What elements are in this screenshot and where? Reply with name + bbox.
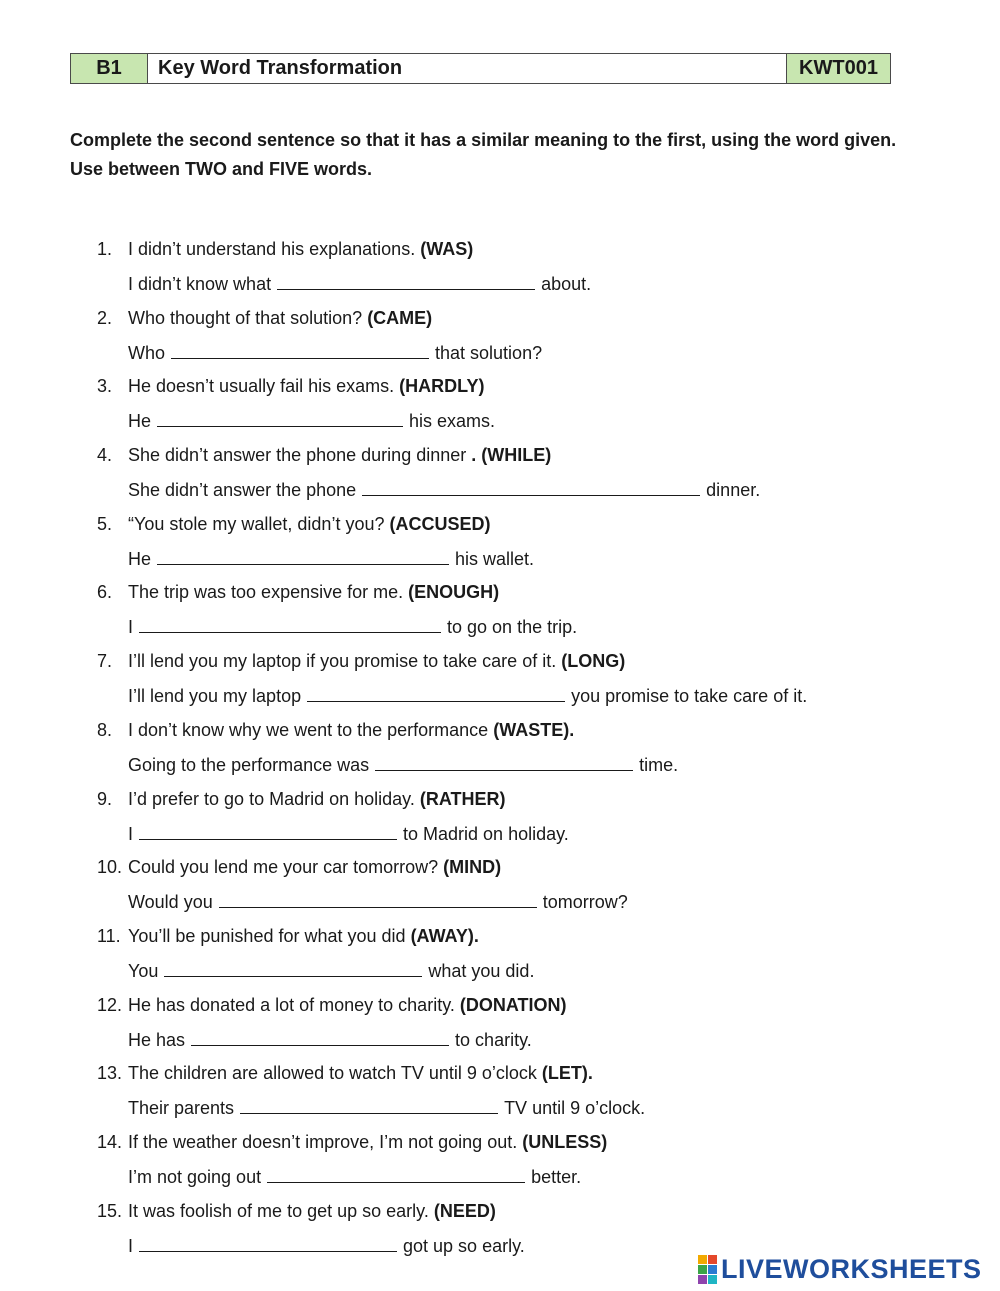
question-number: 14. <box>97 1131 123 1152</box>
answer-after: TV until 9 o’clock. <box>504 1098 646 1119</box>
worksheet-header <box>70 53 891 84</box>
question-item <box>0 786 1000 855</box>
question-list <box>0 236 1000 1266</box>
question-prompt <box>128 789 506 810</box>
answer-after: to go on the trip. <box>447 617 578 638</box>
answer-blank[interactable] <box>157 548 449 565</box>
key-word: (ENOUGH) <box>408 582 500 603</box>
answer-after: that solution? <box>435 342 543 363</box>
answer-line <box>128 754 678 776</box>
key-word: (ACCUSED) <box>389 513 491 534</box>
answer-line <box>128 1166 581 1188</box>
title-cell: Key Word Transformation <box>148 54 787 83</box>
answer-before: Their parents <box>128 1098 235 1119</box>
answer-after: better. <box>531 1166 582 1187</box>
question-item <box>0 648 1000 717</box>
answer-after: tomorrow? <box>542 892 628 913</box>
key-word: (MIND) <box>443 857 502 878</box>
answer-before: I <box>128 617 134 638</box>
question-number: 6. <box>97 582 113 603</box>
answer-before: You <box>128 960 159 981</box>
question-number: 10. <box>97 857 123 878</box>
question-prompt <box>128 995 567 1016</box>
answer-blank[interactable] <box>139 616 441 633</box>
question-item <box>0 373 1000 442</box>
question-prompt <box>128 582 499 603</box>
answer-blank[interactable] <box>375 754 633 771</box>
answer-after: about. <box>541 274 592 294</box>
answer-after: time. <box>639 754 679 775</box>
answer-blank[interactable] <box>139 1235 397 1252</box>
answer-before: I <box>128 823 134 844</box>
answer-line <box>128 479 760 501</box>
answer-after: dinner. <box>706 480 761 501</box>
answer-line <box>128 1029 532 1051</box>
prompt-text: I don’t know why we went to the performance <box>128 719 489 740</box>
question-item <box>0 579 1000 648</box>
question-prompt <box>128 926 479 947</box>
question-item <box>0 923 1000 992</box>
prompt-text: I’ll lend you my laptop if you promise to take care of it. <box>128 651 557 672</box>
question-number: 2. <box>97 307 113 328</box>
answer-blank[interactable] <box>171 342 429 359</box>
key-word: (WASTE). <box>493 719 575 740</box>
prompt-text: Could you lend me your car tomorrow? <box>128 857 439 878</box>
answer-before: He <box>128 411 152 432</box>
key-word: (HARDLY) <box>399 376 485 397</box>
prompt-text: She didn’t answer the phone during dinner <box>128 445 467 466</box>
prompt-text: He doesn’t usually fail his exams. <box>128 376 395 397</box>
question-prompt <box>128 1201 496 1222</box>
answer-after: you promise to take care of it. <box>571 686 808 707</box>
question-item <box>0 717 1000 786</box>
answer-line <box>128 960 534 982</box>
question-item <box>0 1129 1000 1198</box>
key-word: (NEED) <box>433 1200 496 1221</box>
key-word: (WAS) <box>420 239 474 259</box>
answer-blank[interactable] <box>191 1029 449 1046</box>
prompt-text: The trip was too expensive for me. <box>128 582 404 603</box>
question-number: 4. <box>97 445 113 466</box>
answer-blank[interactable] <box>157 410 403 427</box>
question-prompt <box>128 651 625 672</box>
answer-line <box>128 548 534 570</box>
question-number: 7. <box>97 651 113 672</box>
answer-blank[interactable] <box>139 823 397 840</box>
question-prompt <box>128 308 432 329</box>
answer-line <box>128 685 807 707</box>
answer-line <box>128 342 542 364</box>
key-word: (UNLESS) <box>522 1131 608 1152</box>
answer-line <box>128 823 569 845</box>
answer-blank[interactable] <box>307 685 565 702</box>
question-number: 3. <box>97 376 113 397</box>
prompt-text: I’d prefer to go to Madrid on holiday. <box>128 788 415 809</box>
answer-before: I’ll lend you my laptop <box>128 686 302 707</box>
answer-blank[interactable] <box>267 1166 525 1183</box>
answer-before: Would you <box>128 892 213 913</box>
prompt-text: “You stole my wallet, didn’t you? <box>128 513 385 534</box>
answer-line <box>128 273 591 295</box>
key-word: (LONG) <box>561 651 626 672</box>
answer-before: She didn’t answer the phone <box>128 480 357 501</box>
answer-before: I didn’t know what <box>128 274 272 294</box>
answer-line <box>128 1235 525 1257</box>
question-prompt <box>128 376 484 397</box>
question-item <box>0 305 1000 374</box>
answer-after: to Madrid on holiday. <box>403 823 569 844</box>
liveworksheets-logo <box>698 1254 982 1285</box>
question-prompt <box>128 445 551 466</box>
answer-line <box>128 410 495 432</box>
key-word: (AWAY). <box>410 925 479 946</box>
answer-blank[interactable] <box>219 891 537 908</box>
key-word: . (WHILE) <box>471 445 552 466</box>
question-prompt <box>128 857 501 878</box>
question-number: 8. <box>97 719 113 740</box>
prompt-text: It was foolish of me to get up so early. <box>128 1200 429 1221</box>
key-word: (LET). <box>541 1063 593 1084</box>
prompt-text: He has donated a lot of money to charity. <box>128 994 455 1015</box>
question-item <box>0 1060 1000 1129</box>
question-item <box>0 442 1000 511</box>
answer-after: his exams. <box>409 411 496 432</box>
liveworksheets-logo-icon <box>698 1255 717 1284</box>
level-cell: B1 <box>71 54 148 83</box>
answer-after: what you did. <box>428 960 535 981</box>
question-prompt <box>128 514 491 535</box>
answer-blank[interactable] <box>362 479 700 496</box>
question-item <box>0 236 1000 305</box>
question-number: 12. <box>97 994 123 1015</box>
answer-line <box>128 616 577 638</box>
answer-after: his wallet. <box>455 548 535 569</box>
answer-before: Who <box>128 342 166 363</box>
answer-before: Going to the performance was <box>128 754 370 775</box>
question-number: 11. <box>97 925 121 946</box>
instructions: Complete the second sentence so that it has a similar meaning to the first, using the word given. Use between TWO and FIVE words. <box>70 130 897 179</box>
question-number: 13. <box>97 1063 123 1084</box>
key-word: (DONATION) <box>459 994 567 1015</box>
answer-after: got up so early. <box>403 1235 525 1256</box>
question-number: 9. <box>97 788 113 809</box>
answer-before: He has <box>128 1029 186 1050</box>
answer-before: He <box>128 548 152 569</box>
answer-blank[interactable] <box>164 960 422 977</box>
question-item <box>0 992 1000 1061</box>
answer-line <box>128 1097 645 1119</box>
code-cell: KWT001 <box>787 54 890 83</box>
question-prompt <box>128 1132 607 1153</box>
logo-text: LIVEWORKSHEETS <box>721 1254 982 1284</box>
answer-blank[interactable] <box>277 273 535 290</box>
question-prompt <box>128 1063 593 1084</box>
question-number: 1. <box>97 239 113 259</box>
key-word: (CAME) <box>367 307 433 328</box>
question-prompt <box>128 239 473 260</box>
question-prompt <box>128 720 574 741</box>
question-item <box>0 854 1000 923</box>
prompt-text: You’ll be punished for what you did <box>128 925 406 946</box>
answer-after: to charity. <box>455 1029 532 1050</box>
prompt-text: I didn’t understand his explanations. <box>128 239 416 259</box>
question-item <box>0 511 1000 580</box>
question-number: 5. <box>97 513 113 534</box>
answer-blank[interactable] <box>240 1097 498 1114</box>
prompt-text: The children are allowed to watch TV until 9 o’clock <box>128 1063 537 1084</box>
answer-before: I <box>128 1235 134 1256</box>
answer-before: I’m not going out <box>128 1166 262 1187</box>
answer-line <box>128 891 628 913</box>
prompt-text: If the weather doesn’t improve, I’m not going out. <box>128 1131 518 1152</box>
prompt-text: Who thought of that solution? <box>128 307 363 328</box>
key-word: (RATHER) <box>419 788 506 809</box>
question-number: 15. <box>97 1200 123 1221</box>
